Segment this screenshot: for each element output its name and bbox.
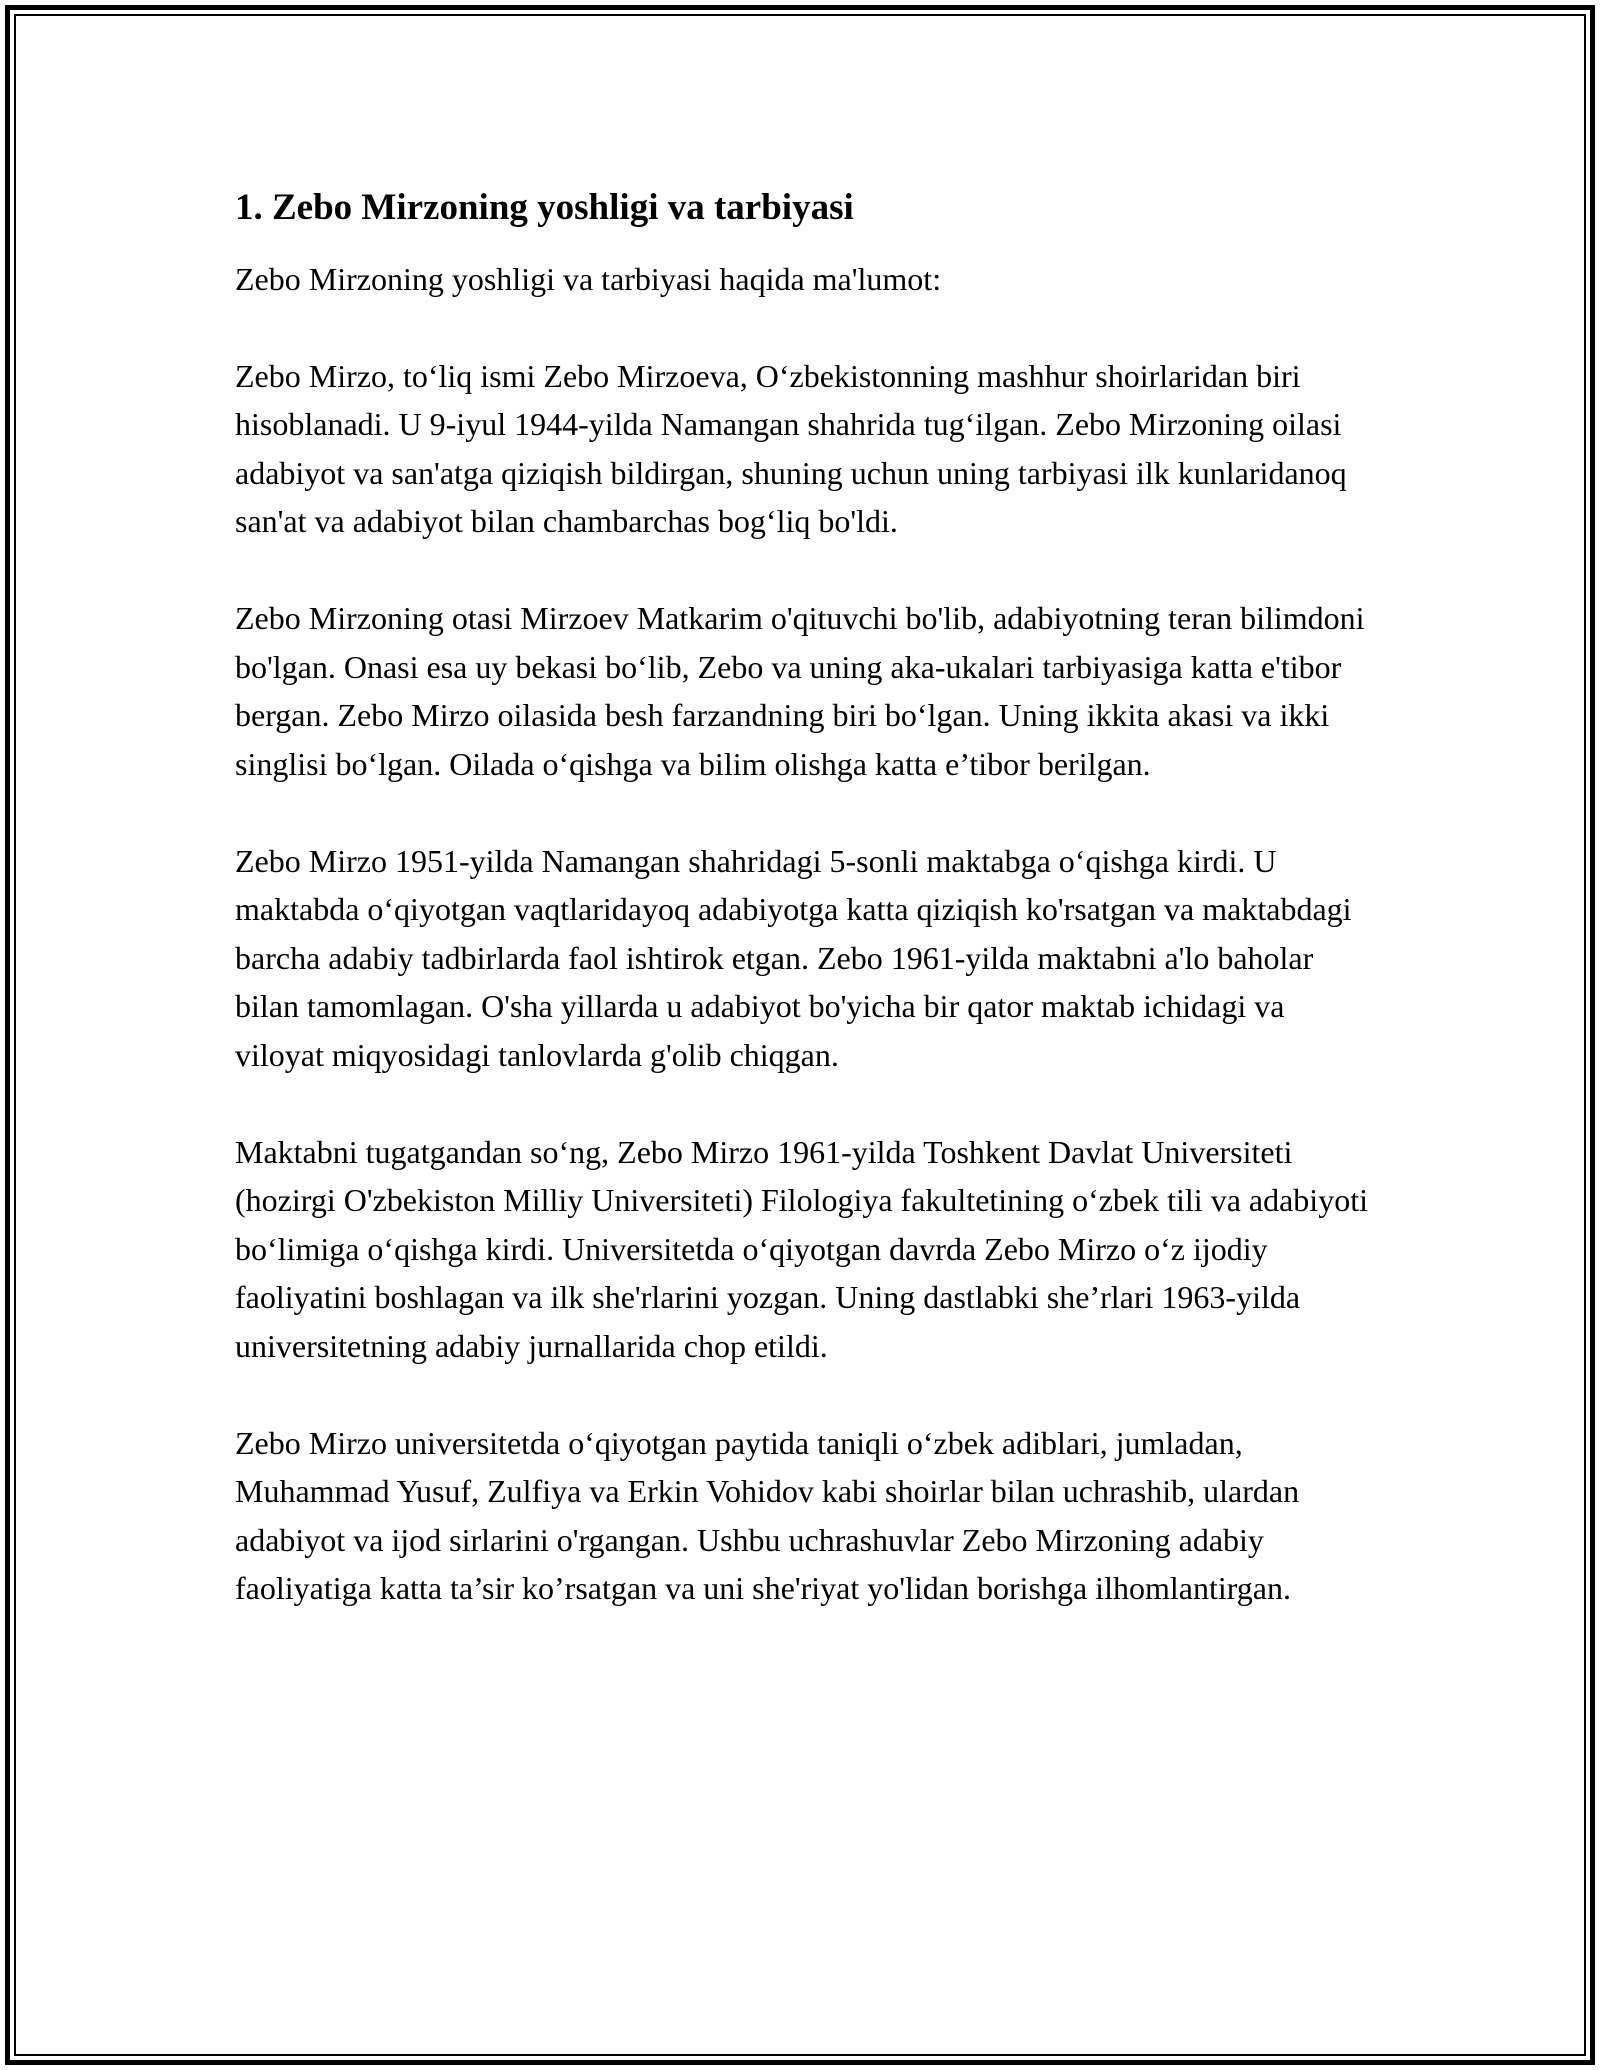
paragraph-university: Maktabni tugatgandan so‘ng, Zebo Mirzo 1961-yilda Toshkent Davlat Universiteti (hozirgi O'zbekiston Milliy Universiteti) Filologiya fakultetining o‘zbek tili va adabiyoti bo‘limiga o‘qishga kirdi. Universitetda o‘qiyotgan davrda Zebo Mirzo o‘z ijodiy faoliyatini boshlagan va ilk she'rlarini yozgan. Uning dastlabki she’rlari 1963-yilda universitetning adabiy jurnallarida chop etildi. bbox=[235, 1133, 1368, 1364]
paragraph-school: Zebo Mirzo 1951-yilda Namangan shahridagi 5-sonli maktabga o‘qishga kirdi. U maktabda o‘qiyotgan vaqtlaridayoq adabiyotga katta qiziqish ko'rsatgan va maktabdagi barcha adabiy tadbirlarda faol ishtirok etgan. Zebo 1961-yilda maktabni a'lo baholar bilan tamomlagan. O'sha yillarda u adabiyot bo'yicha bir qator maktab ichidagi va viloyat miqyosidagi tanlovlarda g'olib chiqgan. bbox=[235, 842, 1352, 1073]
section-heading: 1. Zebo Mirzoning yoshligi va tarbiyasi bbox=[235, 187, 854, 228]
intro-line: Zebo Mirzoning yoshligi va tarbiyasi haqida ma'lumot: bbox=[235, 261, 942, 297]
document-body bbox=[235, 185, 1375, 1661]
paragraph-mentors: Zebo Mirzo universitetda o‘qiyotgan paytida taniqli o‘zbek adiblari, jumladan, Muhammad Yusuf, Zulfiya va Erkin Vohidov kabi shoirlar bilan uchrashib, ulardan adabiyot va ijod sirlarini o'rgangan. Ushbu uchrashuvlar Zebo Mirzoning adabiy faoliyatiga katta ta’sir ko’rsatgan va uni she'riyat yo'lidan borishga ilhomlantirgan. bbox=[235, 1424, 1300, 1606]
paragraph-birth: Zebo Mirzo, to‘liq ismi Zebo Mirzoeva, O‘zbekistonning mashhur shoirlaridan biri hisoblanadi. U 9-iyul 1944-yilda Namangan shahrida tug‘ilgan. Zebo Mirzoning oilasi adabiyot va san'atga qiziqish bildirgan, shuning uchun uning tarbiyasi ilk kunlaridanoq san'at va adabiyot bilan chambarchas bog‘liq bo'ldi. bbox=[235, 357, 1347, 539]
paragraph-family: Zebo Mirzoning otasi Mirzoev Matkarim o'qituvchi bo'lib, adabiyotning teran bilimdoni bo'lgan. Onasi esa uy bekasi bo‘lib, Zebo va uning aka-ukalari tarbiyasiga katta e'tibor bergan. Zebo Mirzo oilasida besh farzandning biri bo‘lgan. Uning ikkita akasi va ikki singlisi bo‘lgan. Oilada o‘qishga va bilim olishga katta e’tibor berilgan. bbox=[235, 600, 1365, 782]
